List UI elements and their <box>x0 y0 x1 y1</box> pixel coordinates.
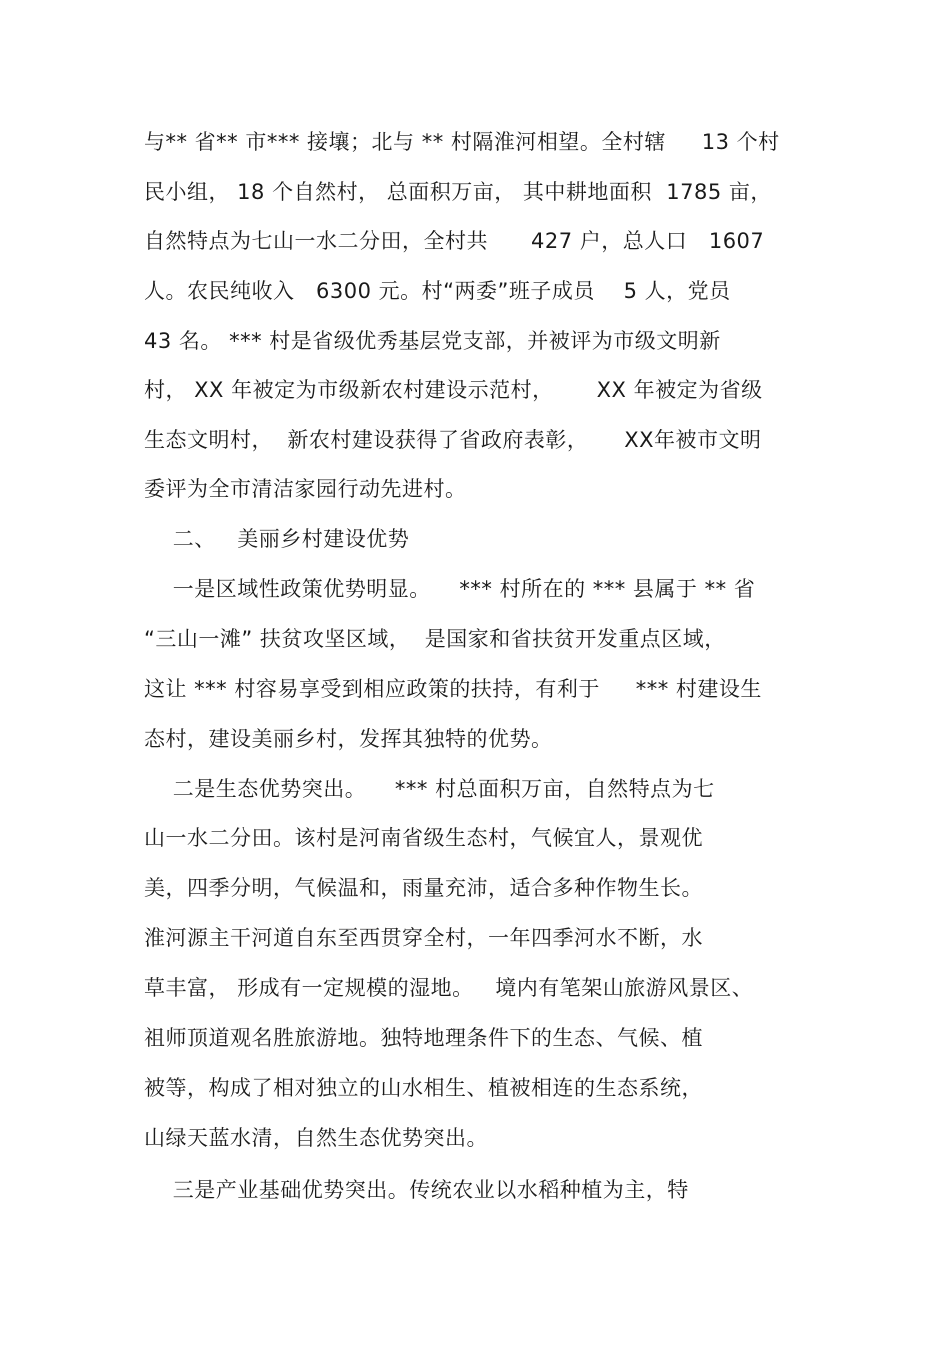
text-line: 被等，构成了相对独立的山水相生、植被相连的生态系统， <box>144 1076 703 1100</box>
text-line: 人。农民纯收入 6300 元。村“两委”班子成员 5 人，党员 <box>144 279 731 303</box>
text-line: 二是生态优势突出。 *** 村总面积万亩，自然特点为七 <box>144 777 715 801</box>
text-line: 祖师顶道观名胜旅游地。独特地理条件下的生态、气候、植 <box>144 1026 703 1050</box>
text-line: 草丰富， 形成有一定规模的湿地。 境内有笔架山旅游风景区、 <box>144 976 754 1000</box>
text-line: 淮河源主干河道自东至西贯穿全村，一年四季河水不断，水 <box>144 926 703 950</box>
text-line: 委评为全市清洁家园行动先进村。 <box>144 477 467 501</box>
text-line: “三山一滩” 扶贫攻坚区域， 是国家和省扶贫开发重点区域， <box>144 627 726 651</box>
text-line: 山绿天蓝水清，自然生态优势突出。 <box>144 1126 488 1150</box>
text-line: 与** 省** 市*** 接壤；北与 ** 村隔淮河相望。全村辖 13 个村 <box>144 130 780 154</box>
text-line: 态村，建设美丽乡村，发挥其独特的优势。 <box>144 727 553 751</box>
text-line: 自然特点为七山一水二分田，全村共 427 户，总人口 1607 <box>144 229 765 253</box>
text-line: 山一水二分田。该村是河南省级生态村，气候宜人，景观优 <box>144 826 703 850</box>
section-heading: 二、 美丽乡村建设优势 <box>144 527 410 551</box>
text-line: 三是产业基础优势突出。传统农业以水稻种植为主，特 <box>144 1178 689 1202</box>
text-line: 美，四季分明，气候温和，雨量充沛，适合多种作物生长。 <box>144 876 703 900</box>
text-line: 这让 *** 村容易享受到相应政策的扶持，有利于 *** 村建设生 <box>144 677 762 701</box>
text-line: 一是区域性政策优势明显。 *** 村所在的 *** 县属于 ** 省 <box>144 577 756 601</box>
text-line: 生态文明村， 新农村建设获得了省政府表彰， XX年被市文明 <box>144 428 762 452</box>
text-line: 民小组， 18 个自然村， 总面积万亩， 其中耕地面积 1785 亩， <box>144 180 772 204</box>
text-line: 43 名。 *** 村是省级优秀基层党支部，并被评为市级文明新 <box>144 329 721 353</box>
text-line: 村， XX 年被定为市级新农村建设示范村， XX 年被定为省级 <box>144 378 763 402</box>
